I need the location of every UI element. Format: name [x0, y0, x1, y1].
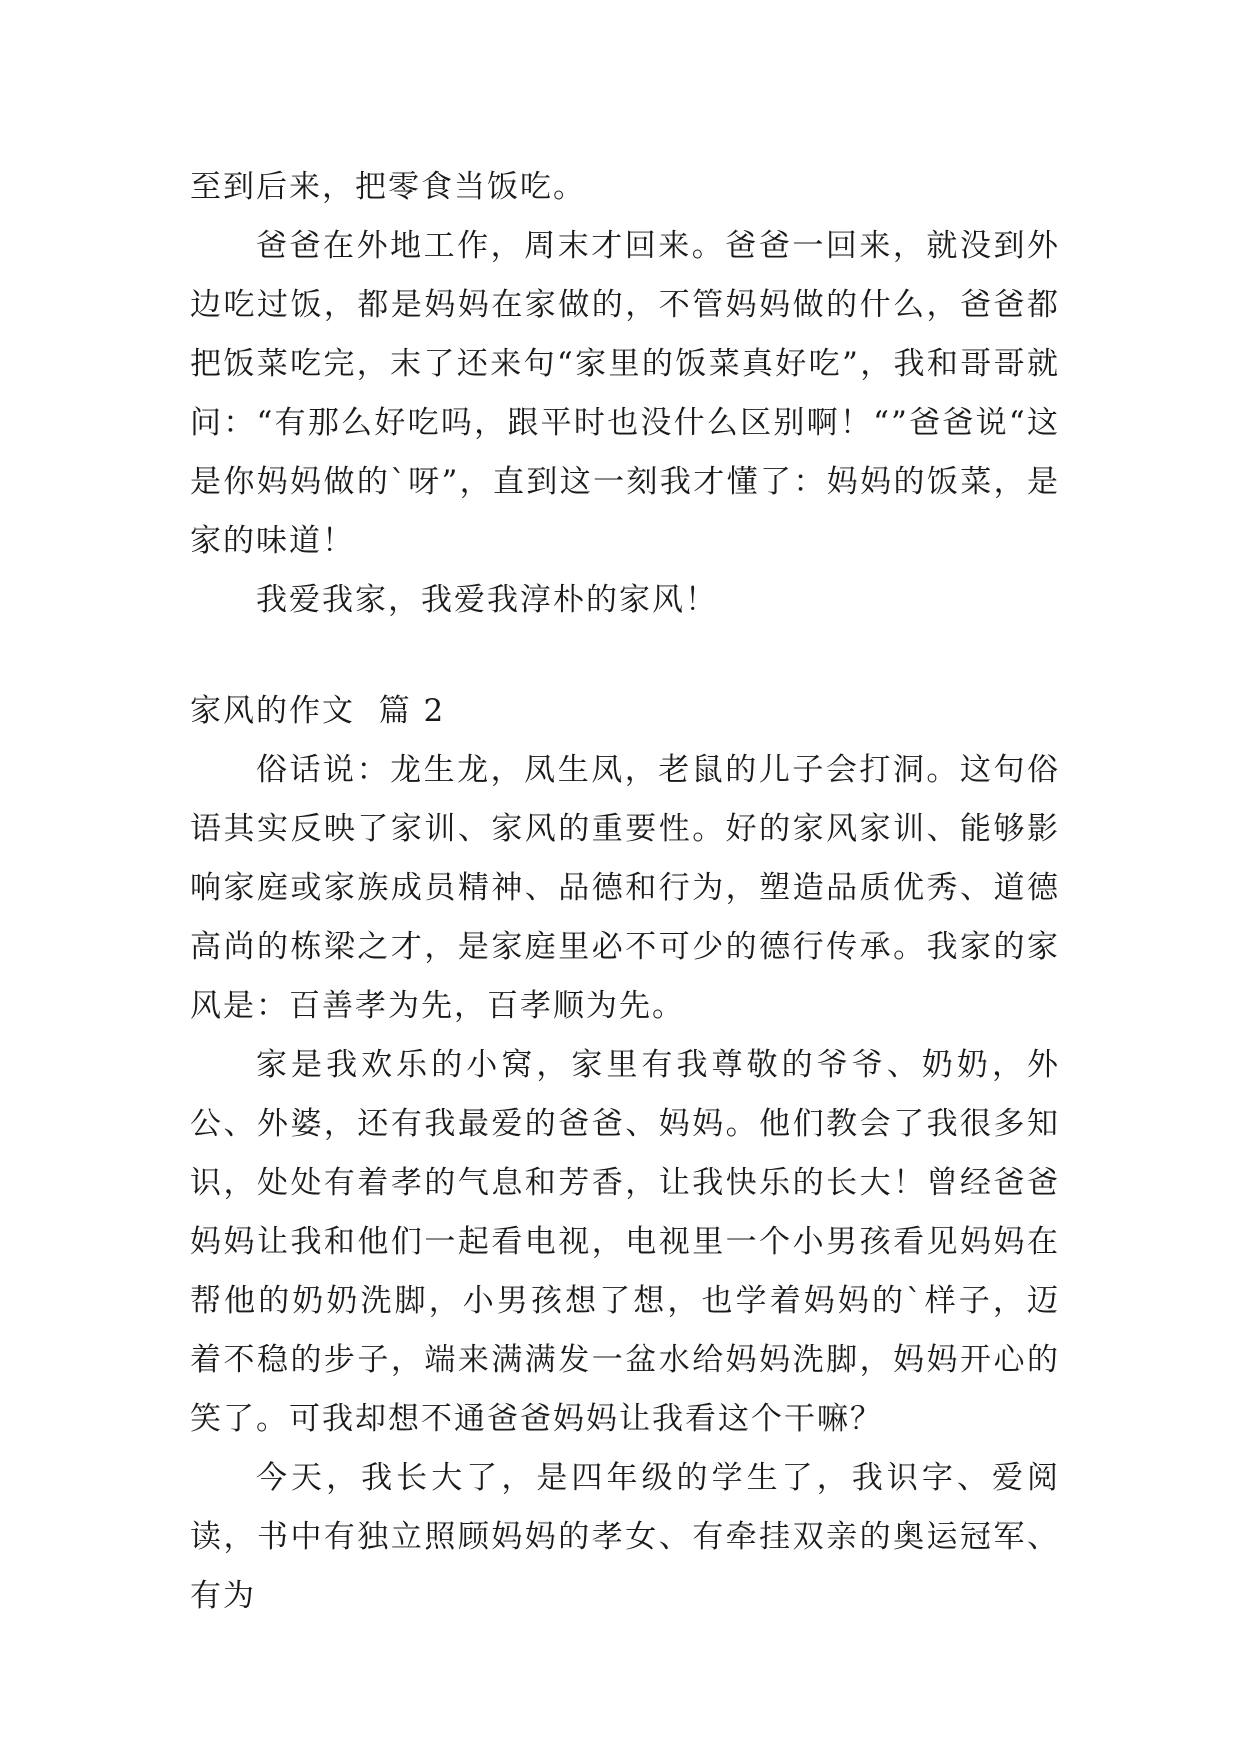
paragraph-proverb: 俗话说：龙生龙，凤生凤，老鼠的儿子会打洞。这句俗语其实反映了家训、家风的重要性。好的家风家训、能够影响家庭或家族成员精神、品德和行为，塑造品质优秀、道德高尚的栋梁之才，是家庭里必不可少的德行传承。我家的家风是：百善孝为先，百孝顺为先。: [190, 752, 1060, 1024]
paragraph-home: 家是我欢乐的小窝，家里有我尊敬的爷爷、奶奶，外公、外婆，还有我最爱的爸爸、妈妈。他们教会了我很多知识，处处有着孝的气息和芳香，让我快乐的长大！曾经爸爸妈妈让我和他们一起看电视，电视里一个小男孩看见妈妈在帮他的奶奶洗脚，小男孩想了想，也学着妈妈的`样子，迈着不稳的步子，端来满满发一盆水给妈妈洗脚，妈妈开心的笑了。可我却想不通爸爸妈妈让我看这个干嘛？: [190, 1047, 1060, 1437]
paragraph-continuation: 至到后来，把零食当饭吃。: [190, 169, 586, 205]
document-body: [190, 158, 1060, 1626]
paragraph-father: 爸爸在外地工作，周末才回来。爸爸一回来，就没到外边吃过饭，都是妈妈在家做的，不管妈妈做的什么，爸爸都把饭菜吃完，末了还来句“家里的饭菜真好吃”，我和哥哥就问：“有那么好吃吗，跟平时也没什么区别啊！“”爸爸说“这是你妈妈做的`呀”，直到这一刻我才懂了：妈妈的饭菜，是家的味道！: [190, 228, 1060, 559]
paragraph-today: 今天，我长大了，是四年级的学生了，我识字、爱阅读，书中有独立照顾妈妈的孝女、有牵挂双亲的奥运冠军、有为: [190, 1460, 1060, 1614]
section-title: 家风的作文 篇 2: [190, 693, 446, 729]
paragraph-love-family: 我爱我家，我爱我淳朴的家风！: [256, 582, 718, 618]
